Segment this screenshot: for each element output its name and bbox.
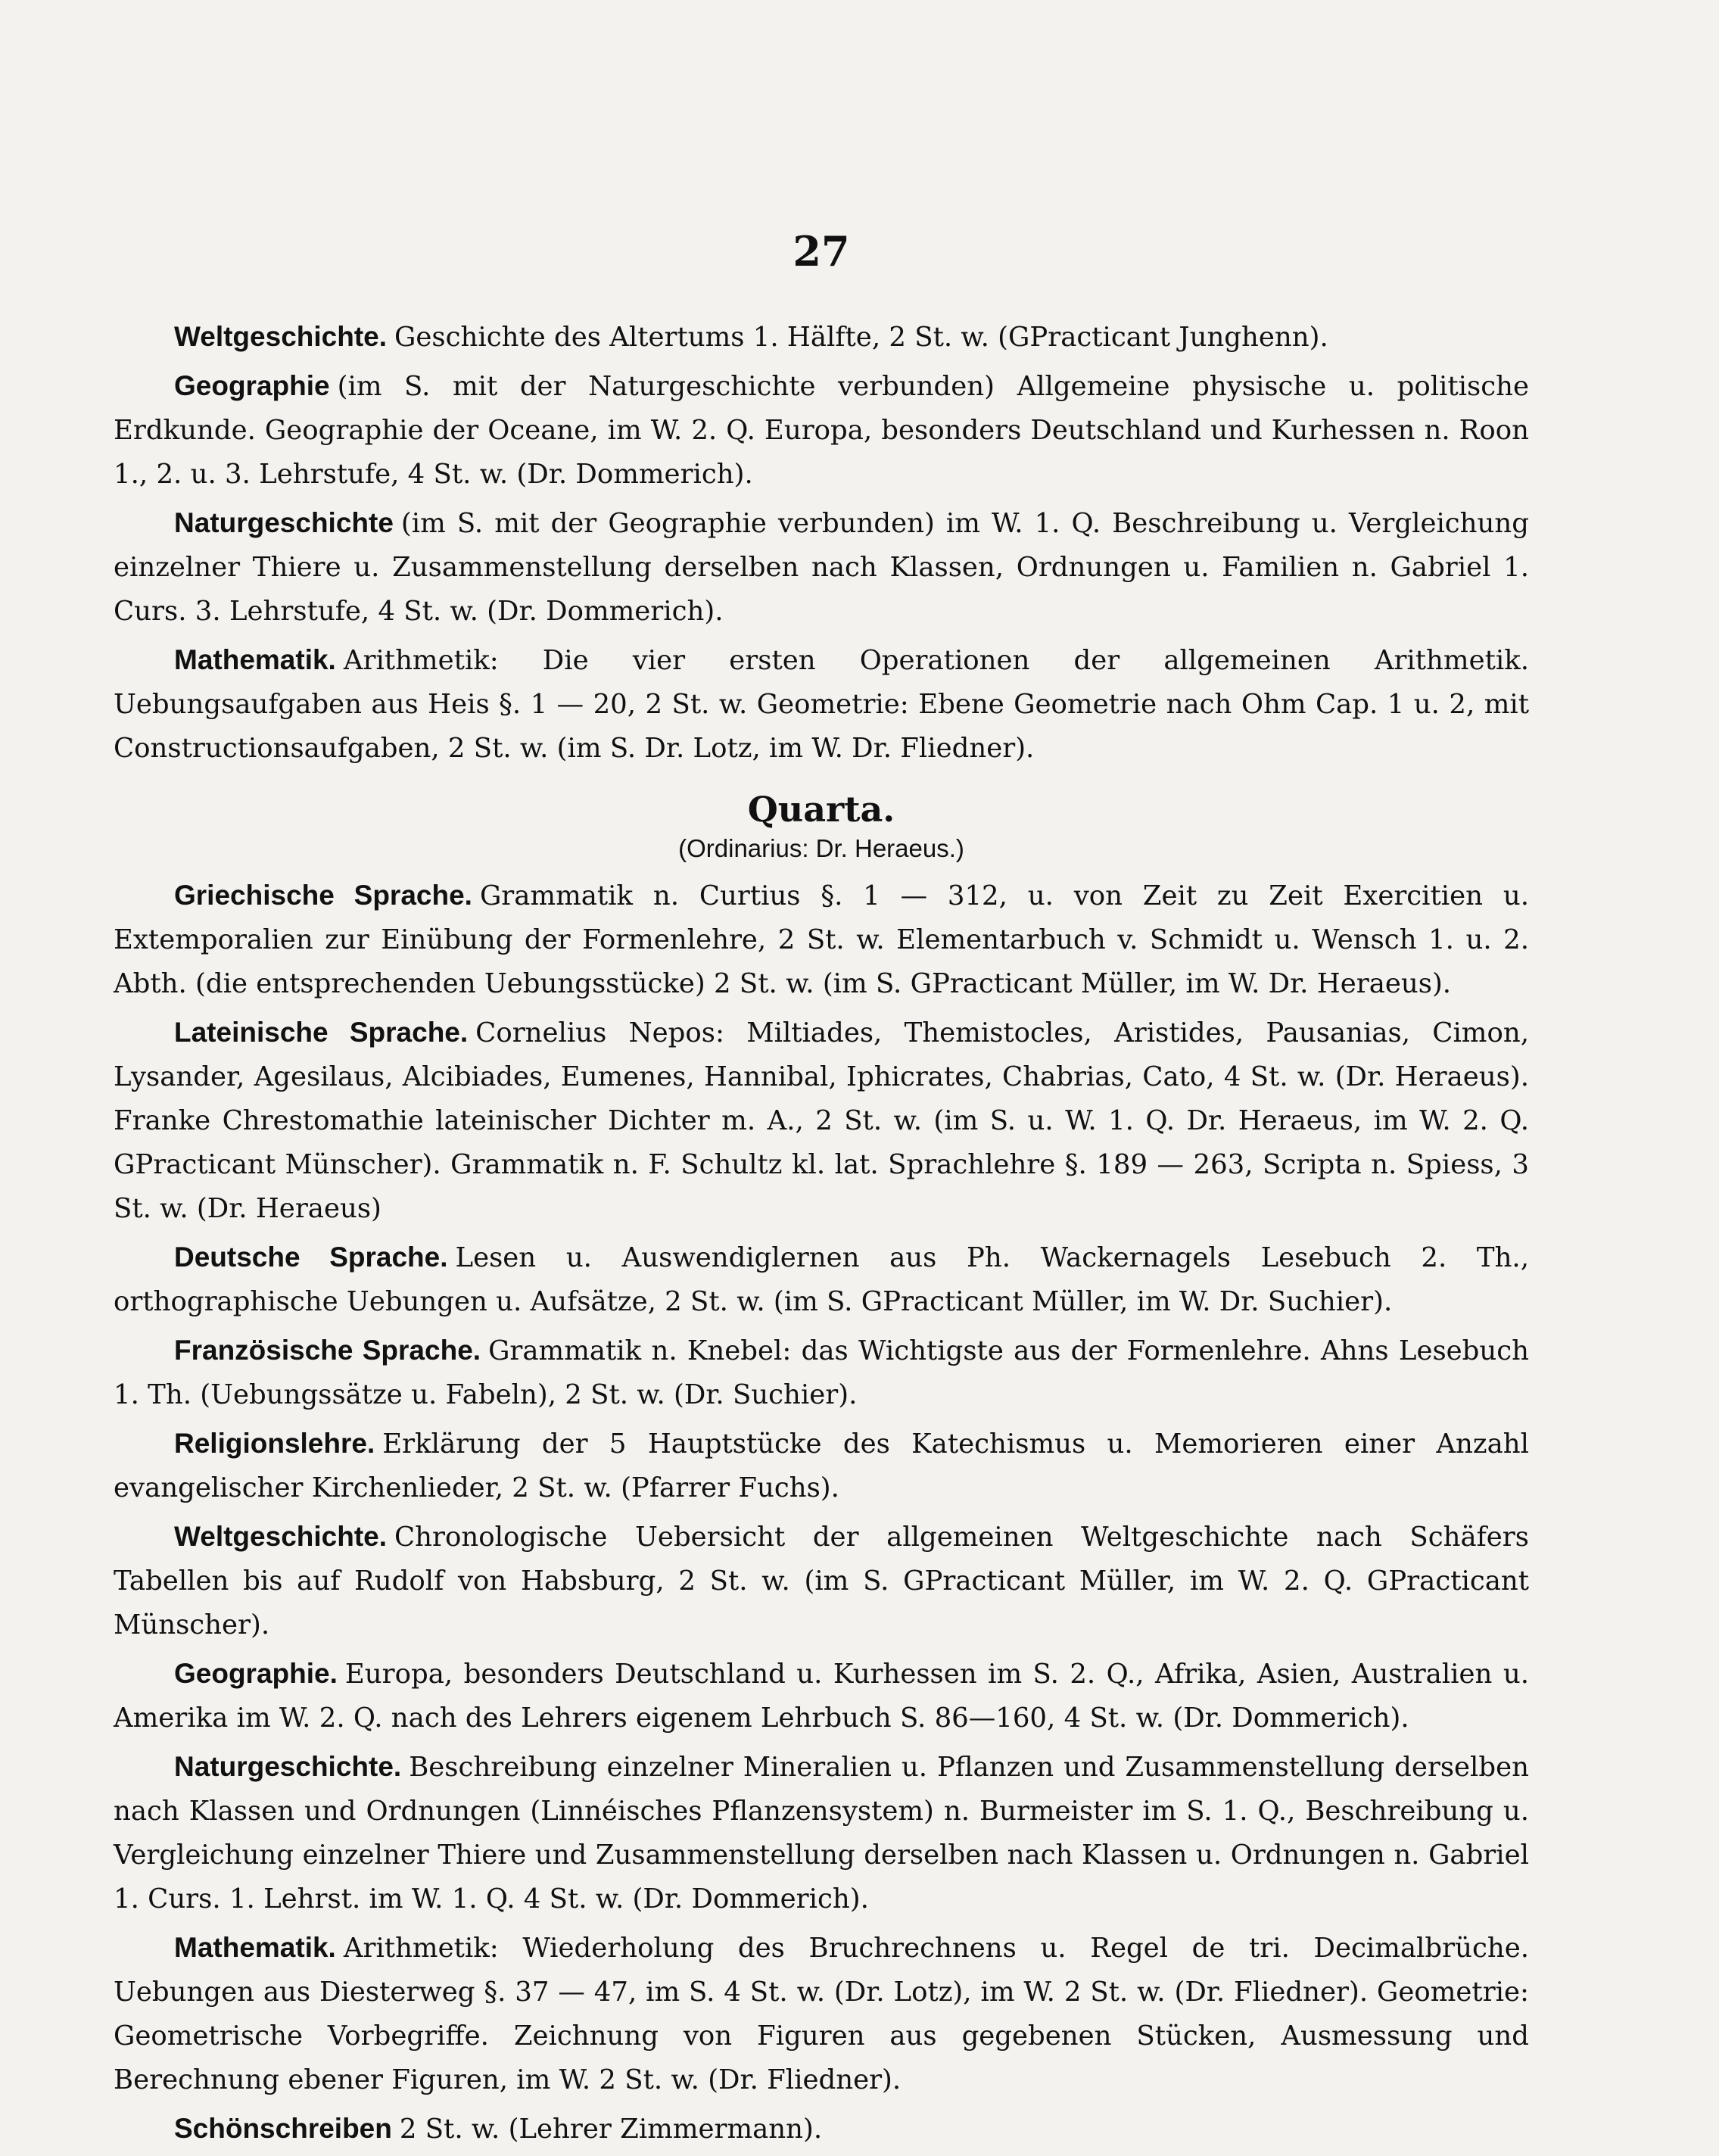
entry-weltgeschichte (114, 1515, 1529, 1647)
entry-deutsche-sprache (114, 1235, 1529, 1324)
entry-text: Grammatik n. Knebel: das Wichtigste aus der Formenlehre. Ahns Lesebuch 1. Th. (Uebungssätze u. Fabeln), 2 St. w. (Dr. Suchier). (114, 1335, 1530, 1410)
entry-geographie (114, 1652, 1529, 1740)
subject-heading: Griechische Sprache. (174, 880, 472, 911)
subject-heading: Naturgeschichte (174, 507, 394, 538)
page-number: 27 (793, 227, 850, 276)
subject-heading: Schönschreiben (174, 2113, 392, 2144)
subject-heading: Französische Sprache. (174, 1335, 481, 1366)
top-entries (114, 315, 1529, 771)
entry-griechische-sprache (114, 874, 1529, 1006)
entry-text: Arithmetik: Wiederholung des Bruchrechnens u. Regel de tri. Decimalbrüche. Uebungen aus Diesterweg §. 37 — 47, im S. 4 St. w. (Dr. Lotz), im W. 2 St. w. (Dr. Fliedner). Geometrie: Geometrische Vorbegriffe. Zeichnung von Figuren aus gegebenen Stücken, Ausmessung und Berechnung ebener Figuren, im W. 2 St. w. (Dr. Fliedner). (114, 1933, 1529, 2095)
entry-weltgeschichte (114, 315, 1529, 360)
entry-naturgeschichte (114, 1745, 1529, 1921)
section-title: Quarta. (747, 789, 895, 830)
entry-franzoesische-sprache (114, 1329, 1529, 1417)
subject-heading: Weltgeschichte. (174, 1521, 388, 1552)
entry-text: Grammatik n. Curtius §. 1 — 312, u. von Zeit zu Zeit Exercitien u. Extemporalien zur Einübung der Formenlehre, 2 St. w. Elementarbuch v. Schmidt u. Wensch 1. u. 2. Abth. (die entsprechenden Uebungsstücke) 2 St. w. (im S. GPracticant Müller, im W. Dr. Heraeus). (114, 880, 1529, 999)
entry-text: Lesen u. Auswendiglernen aus Ph. Wackernagels Lesebuch 2. Th., orthographische Uebungen u. Aufsätze, 2 St. w. (im S. GPracticant Müller, im W. Dr. Suchier). (114, 1242, 1529, 1317)
subject-heading: Religionslehre. (174, 1428, 375, 1459)
ordinarius-line: (Ordinarius: Dr. Heraeus.) (678, 834, 964, 862)
entry-text: Cornelius Nepos: Miltiades, Themistocles, Aristides, Pausanias, Cimon, Lysander, Agesilaus, Alcibiades, Eumenes, Hannibal, Iphicrates, Chabrias, Cato, 4 St. w. (Dr. Heraeus). Franke Chrestomathie lateinischer Dichter m. A., 2 St. w. (im S. u. W. 1. Q. Dr. Heraeus, im W. 2. Q. GPracticant Münscher). Grammatik n. F. Schultz kl. lat. Sprachlehre §. 189 — 263, Scripta n. Spiess, 3 St. w. (Dr. Heraeus) (114, 1017, 1529, 1224)
subject-heading: Weltgeschichte. (174, 321, 388, 352)
subject-heading: Mathematik. (174, 644, 336, 675)
entry-text: Europa, besonders Deutschland u. Kurhessen im S. 2. Q., Afrika, Asien, Australien u. Amerika im W. 2. Q. nach des Lehrers eigenem Lehrbuch S. 86—160, 4 St. w. (Dr. Dommerich). (114, 1659, 1529, 1734)
subject-heading: Deutsche Sprache. (174, 1242, 448, 1273)
entry-mathematik (114, 638, 1529, 771)
entry-naturgeschichte (114, 501, 1529, 634)
subject-heading: Naturgeschichte. (174, 1751, 402, 1782)
entry-text: Geschichte des Altertums 1. Hälfte, 2 St. w. (GPracticant Junghenn). (394, 322, 1328, 353)
entry-schoenschreiben (114, 2107, 1529, 2151)
entry-text: (im S. mit der Geographie verbunden) im W. 1. Q. Beschreibung u. Vergleichung einzelner Thiere u. Zusammenstellung derselben nach Klassen, Ordnungen u. Familien n. Gabriel 1. Curs. 3. Lehrstufe, 4 St. w. (Dr. Dommerich). (114, 508, 1529, 627)
subject-heading: Geographie. (174, 1658, 338, 1689)
entry-text: Erklärung der 5 Hauptstücke des Katechismus u. Memorieren einer Anzahl evangelischer Kirchenlieder, 2 St. w. (Pfarrer Fuchs). (114, 1429, 1529, 1503)
entry-lateinische-sprache (114, 1011, 1529, 1231)
entry-text: (im S. mit der Naturgeschichte verbunden) Allgemeine physische u. politische Erdkunde. Geographie der Oceane, im W. 2. Q. Europa, besonders Deutschland und Kurhessen n. Roon 1., 2. u. 3. Lehrstufe, 4 St. w. (Dr. Dommerich). (114, 371, 1529, 490)
entry-geographie (114, 364, 1529, 497)
subject-heading: Geographie (174, 370, 330, 401)
entry-mathematik (114, 1926, 1529, 2102)
entry-text: Chronologische Uebersicht der allgemeinen Weltgeschichte nach Schäfers Tabellen bis auf Rudolf von Habsburg, 2 St. w. (im S. GPracticant Müller, im W. 2. Q. GPracticant Münscher). (114, 1522, 1529, 1640)
subject-heading: Lateinische Sprache. (174, 1017, 469, 1048)
document-page (114, 227, 1529, 2156)
entry-text: Beschreibung einzelner Mineralien u. Pflanzen und Zusammenstellung derselben nach Klassen und Ordnungen (Linnéisches Pflanzensystem) n. Burmeister im S. 1. Q., Beschreibung u. Vergleichung einzelner Thiere und Zusammenstellung derselben nach Klassen u. Ordnungen n. Gabriel 1. Curs. 1. Lehrst. im W. 1. Q. 4 St. w. (Dr. Dommerich). (114, 1752, 1529, 1915)
entry-text: Arithmetik: Die vier ersten Operationen der allgemeinen Arithmetik. Uebungsaufgaben aus Heis §. 1 — 20, 2 St. w. Geometrie: Ebene Geometrie nach Ohm Cap. 1 u. 2, mit Constructionsaufgaben, 2 St. w. (im S. Dr. Lotz, im W. Dr. Fliedner). (114, 645, 1529, 764)
quarta-entries (114, 874, 1529, 2151)
subject-heading: Mathematik. (174, 1932, 336, 1963)
entry-text: 2 St. w. (Lehrer Zimmermann). (399, 2114, 823, 2145)
entry-religionslehre (114, 1422, 1529, 1510)
